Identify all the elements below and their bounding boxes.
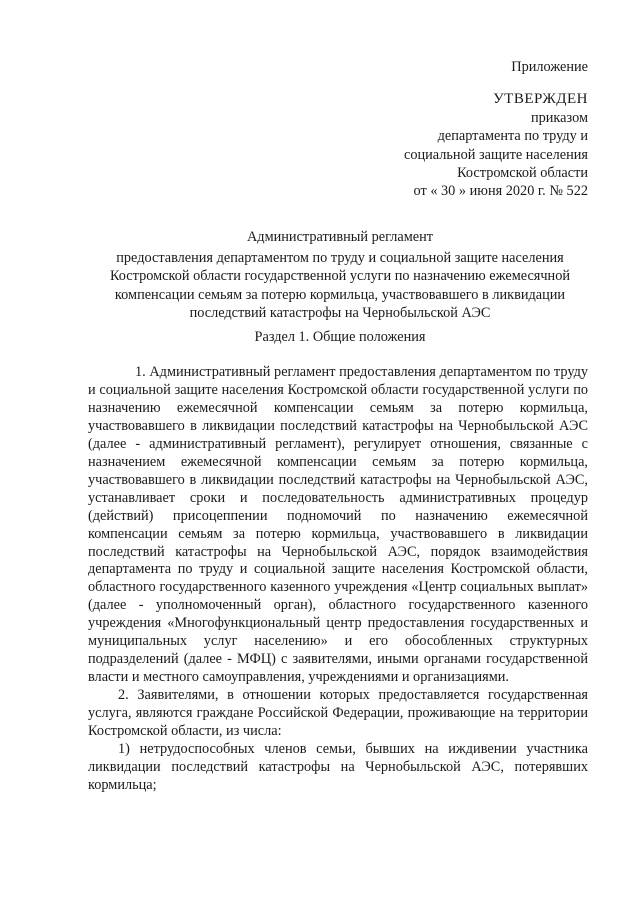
- paragraph: 2. Заявителями, в отношении которых предоставляется государственная услуга, являются граждане Российской Федерации, проживающие на территории Костромской области, из числа:: [88, 687, 588, 740]
- title-line: последствий катастрофы на Чернобыльской АЭС: [189, 305, 491, 322]
- paragraph: 1) нетрудоспособных членов семьи, бывших на иждивении участника ликвидации последствий катастрофы на Чернобыльской АЭС, потерявших кормильца;: [88, 741, 588, 793]
- approval-line: социальной защите населения: [404, 146, 588, 163]
- paragraph: 1. Административный регламент предоставления департаментом по труду и социальной защите населения Костромской области государственной услуги по назначению ежемесячной компенсации семьям за потерю кормильца, участвовавшего в ликвидации последствий катастрофы на Чернобыльской АЭС (далее - административный регламент), регулирует отношения, связанные с назначением ежемесячной компенсации семьям за потерю кормильца, участвовавшего в ликвидации последствий катастрофы на Чернобыльской АЭС, устанавливает сроки и последовательность административных процедур (действий) присоцеппении подномочий по назначению ежемесячной компенсации семьям за потерю кормильца, участвовавшего в ликвидации последствий катастрофы на Чернобыльской АЭС, порядок взаимодействия департамента по труду и социальной защите населения Костромской области, областного государственного казенного учреждения «Центр социальных выплат» (далее - уполномоченный орган), областного государственного казенного учреждения «Многофункциональный центр предоставления государственных и муниципальных услуг населению» и его обособленных структурных подразделений (далее - МФЦ) с заявителями, иными органами государственной власти и местного самоуправления, учреждениями и организациями.: [88, 364, 588, 686]
- document-body: [88, 364, 588, 795]
- approval-block: [404, 58, 588, 201]
- section-heading: Раздел 1. Общие положения: [254, 329, 426, 345]
- approval-line: приказом: [530, 109, 588, 126]
- document-title: [80, 228, 600, 323]
- title-line: компенсации семьям за потерю кормильца, участвовавшего в ликвидации: [114, 286, 566, 303]
- title-main: Административный регламент: [246, 229, 434, 245]
- appendix-label: Приложение: [511, 59, 588, 75]
- title-line: предоставления департаментом по труду и социальной защите населения: [116, 249, 564, 266]
- approval-line: департамента по труду и: [437, 128, 588, 145]
- approval-order-date: от « 30 » июня 2020 г. № 522: [413, 183, 588, 200]
- title-line: Костромской области государственной услуги по назначению ежемесячной: [109, 268, 571, 285]
- approved-label: УТВЕРЖДЕН: [493, 91, 588, 108]
- approval-line: Костромской области: [457, 165, 588, 182]
